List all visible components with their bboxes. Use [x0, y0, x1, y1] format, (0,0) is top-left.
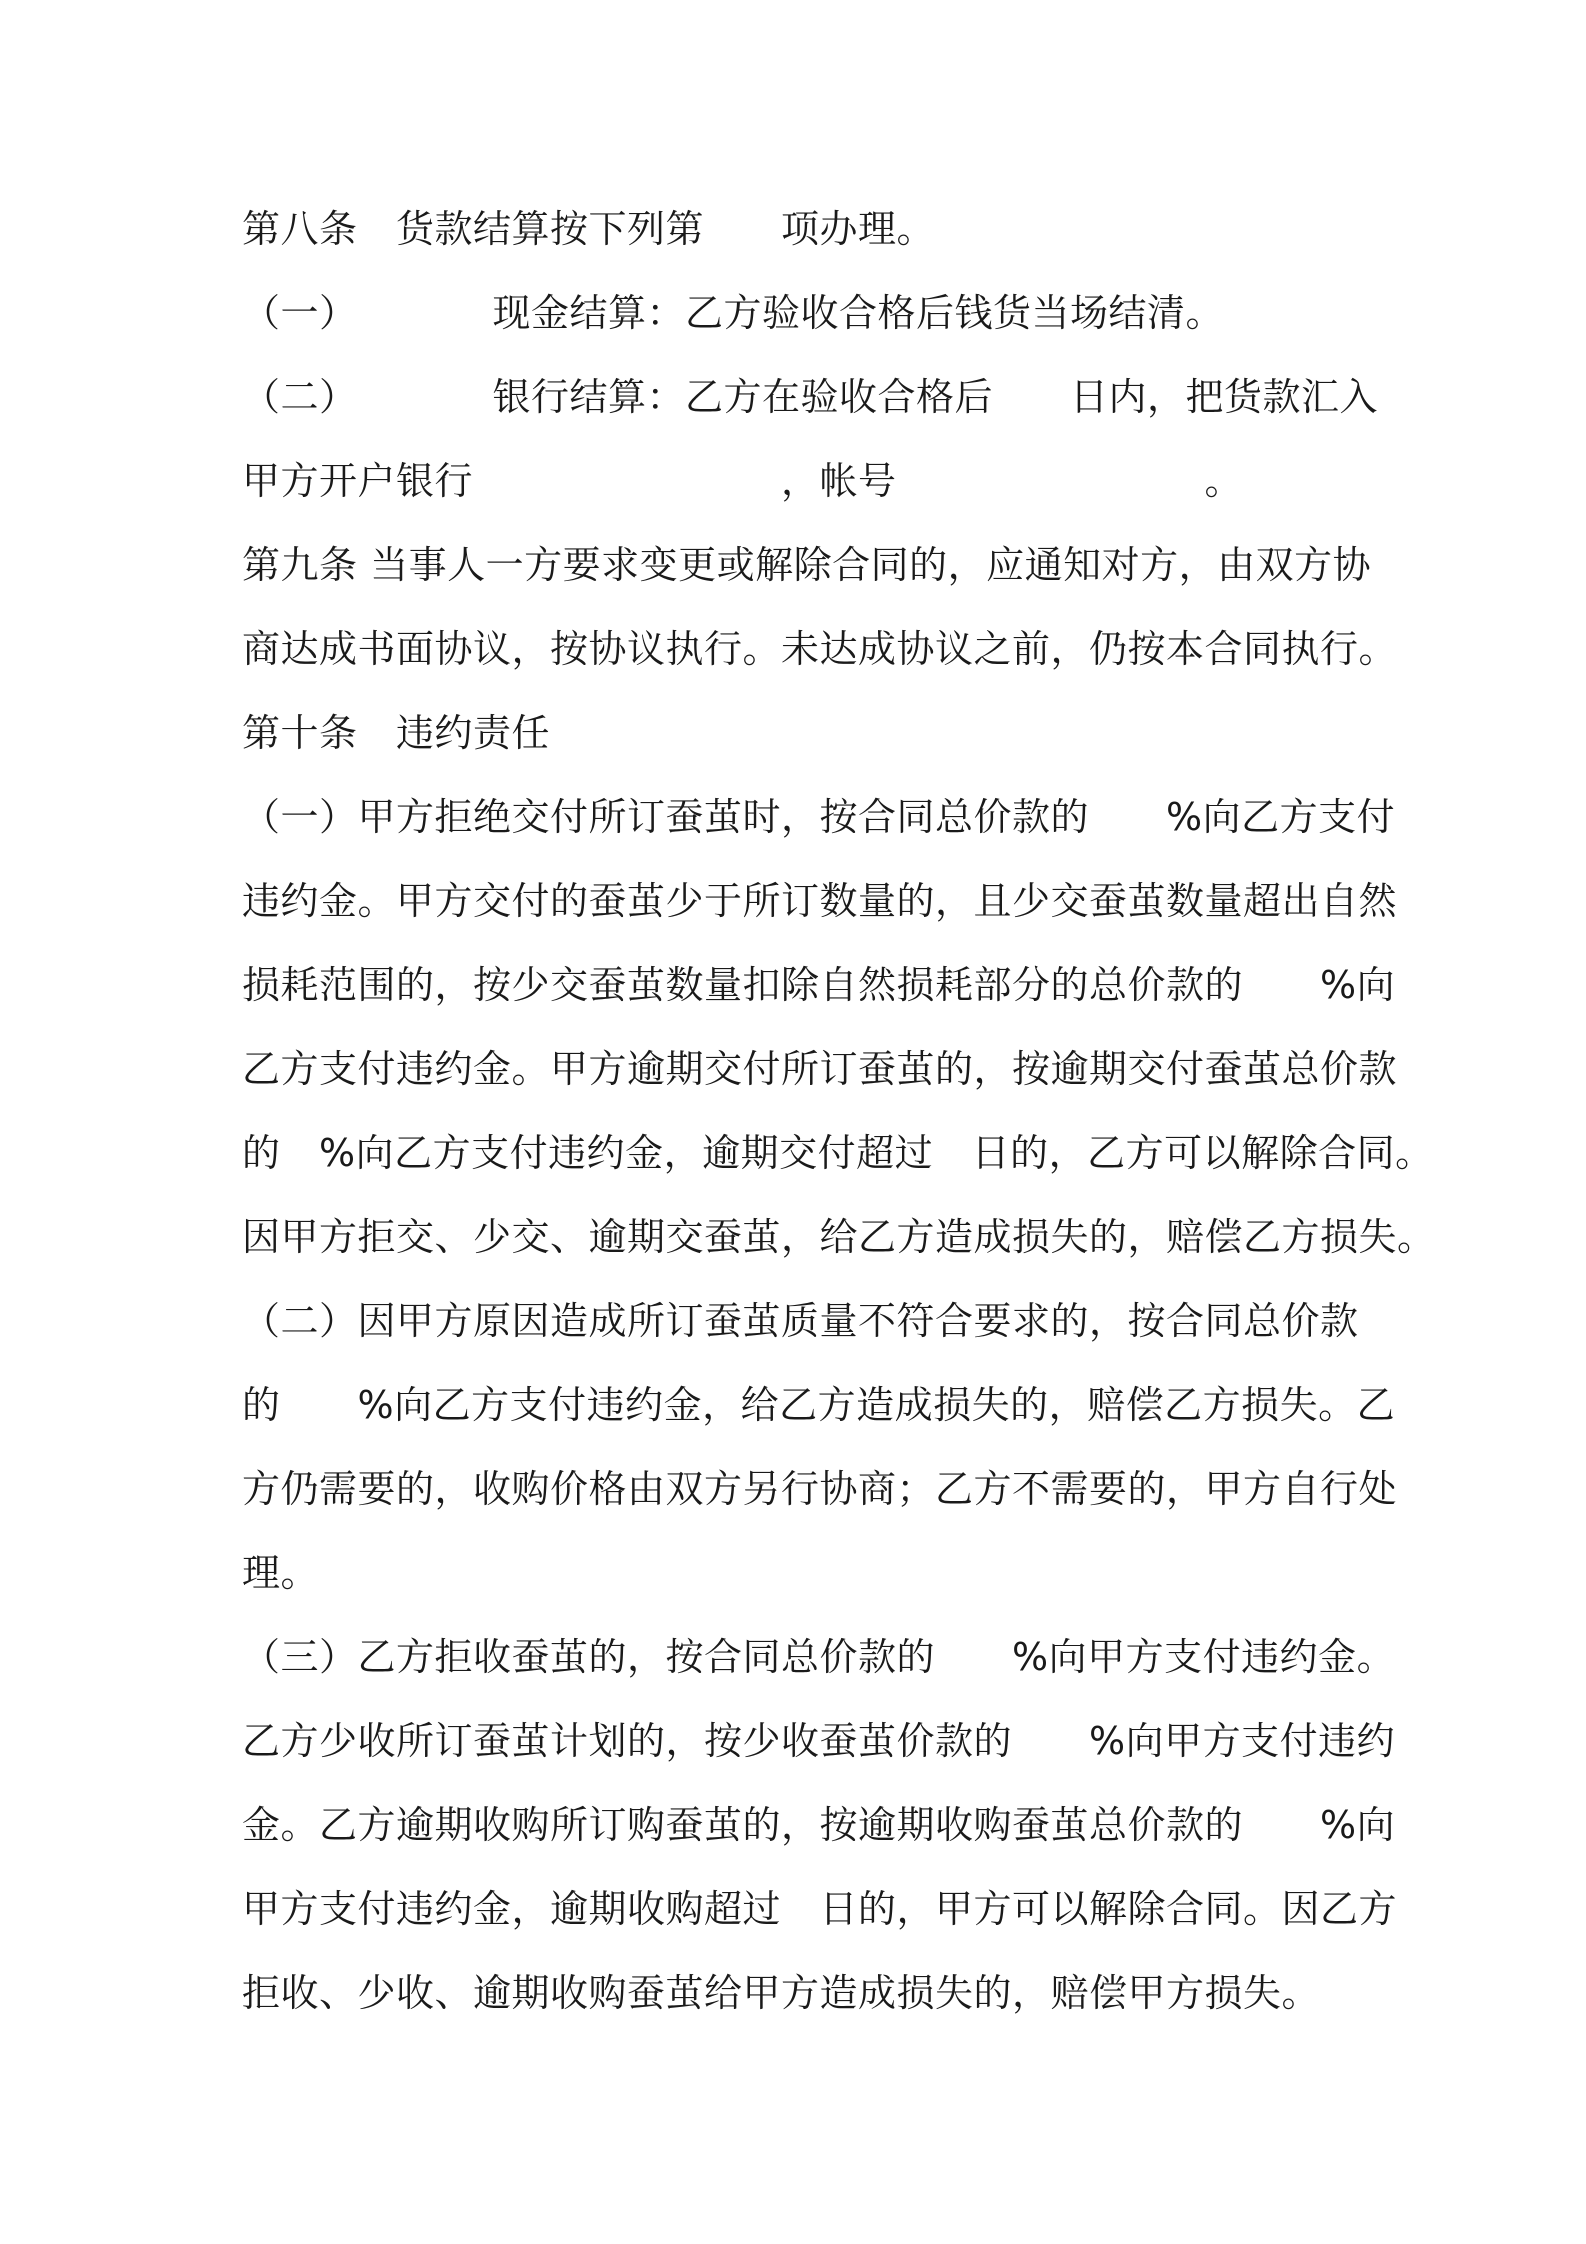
article-10-item-3-l3: 金。乙方逾期收购所订购蚕茧的，按逾期收购蚕茧总价款的 %向 — [242, 1803, 1396, 1847]
article-10-item-1-l5: 的 %向乙方支付违约金，逾期交付超过 日的，乙方可以解除合同。 — [242, 1131, 1434, 1175]
article-8-heading: 第八条 货款结算按下列第 项办理。 — [242, 207, 936, 251]
article-8-item-2: （二） 银行结算：乙方在验收合格后 日内，把货款汇入 — [242, 375, 1379, 419]
article-10-item-1-l6: 因甲方拒交、少交、逾期交蚕茧，给乙方造成损失的，赔偿乙方损失。 — [242, 1215, 1436, 1259]
article-10-item-2-l2: 的 %向乙方支付违约金，给乙方造成损失的，赔偿乙方损失。乙 — [242, 1383, 1396, 1427]
article-10-item-3-l5: 拒收、少收、逾期收购蚕茧给甲方造成损失的，赔偿甲方损失。 — [242, 1971, 1321, 2015]
article-10-item-2-l4: 理。 — [242, 1551, 320, 1595]
article-9-line-2: 商达成书面协议，按协议执行。未达成协议之前，仍按本合同执行。 — [242, 627, 1398, 671]
article-10-item-1-l1: （一）甲方拒绝交付所订蚕茧时，按合同总价款的 %向乙方支付 — [242, 795, 1396, 839]
article-10-item-2-l1: （二）因甲方原因造成所订蚕茧质量不符合要求的，按合同总价款 — [242, 1299, 1359, 1343]
article-10-item-2-l3: 方仍需要的，收购价格由双方另行协商；乙方不需要的，甲方自行处 — [242, 1467, 1398, 1511]
article-10-item-3-l1: （三）乙方拒收蚕茧的，按合同总价款的 %向甲方支付违约金。 — [242, 1635, 1396, 1679]
article-10-item-3-l4: 甲方支付违约金，逾期收购超过 日的，甲方可以解除合同。因乙方 — [242, 1887, 1398, 1931]
article-9-line-1: 第九条 当事人一方要求变更或解除合同的，应通知对方，由双方协 — [242, 543, 1372, 587]
article-10-item-1-l3: 损耗范围的，按少交蚕茧数量扣除自然损耗部分的总价款的 %向 — [242, 963, 1396, 1007]
article-10-heading: 第十条 违约责任 — [242, 711, 551, 755]
article-10-item-3-l2: 乙方少收所订蚕茧计划的，按少收蚕茧价款的 %向甲方支付违约 — [242, 1719, 1396, 1763]
article-10-item-1-l4: 乙方支付违约金。甲方逾期交付所订蚕茧的，按逾期交付蚕茧总价款 — [242, 1047, 1398, 1091]
article-10-item-1-l2: 违约金。甲方交付的蚕茧少于所订数量的，且少交蚕茧数量超出自然 — [242, 879, 1398, 923]
article-8-item-2-cont: 甲方开户银行 ，帐号 。 — [242, 459, 1244, 503]
article-8-item-1: （一） 现金结算：乙方验收合格后钱货当场结清。 — [242, 291, 1225, 335]
